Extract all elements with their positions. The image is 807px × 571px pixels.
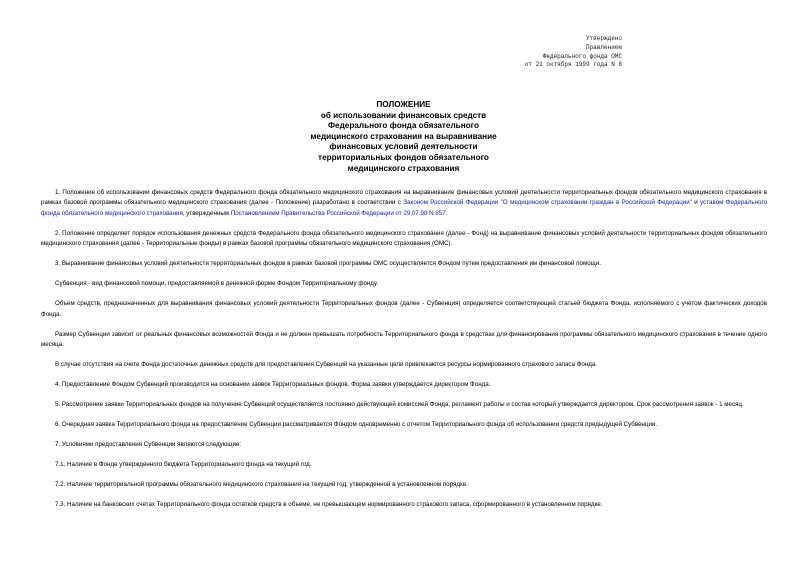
paragraph-text: , утвержденным xyxy=(182,209,231,217)
title-line: медицинского страхования на выравнивание xyxy=(310,131,497,141)
paragraph-text: 1. Положение об использовании финансовых средств Федерального фонда обязательного медицинского страхования на выравнивание финансовых условий деятельности территориальных фондов обязательного медицинского страхования в рамках базовой программы обязательного медицинского страхования (далее - Положение) разработано в соответствии с xyxy=(41,189,767,207)
approval-line: Федерального фонда ОМС xyxy=(542,52,622,60)
paragraph: 7.1. Наличие в Фонде утвержденного бюджета Территориального фонда на текущий год. xyxy=(55,461,312,469)
paragraph: Размер Субвенции зависит от реальных финансовых возможностей Фонда и не должен превышать потребность Территориального фонда в средствах для финансирования программы обязательного медицинского страхования в течение одного месяца. xyxy=(41,330,767,349)
approval-line: от 21 октября 1999 года N 8 xyxy=(524,61,622,69)
ffoms-charter-link[interactable]: уставом Федерального фонда обязательного медицинского страхования xyxy=(41,199,768,217)
title-line: медицинского страхования xyxy=(347,163,460,173)
approval-line: Правлением xyxy=(585,43,622,51)
title-line: финансовых условий деятельности xyxy=(329,142,478,152)
paragraph: 7. Условиями предоставления Субвенции являются следующие: xyxy=(55,441,242,449)
approval-stamp xyxy=(525,35,622,70)
title-line: об использовании финансовых средств xyxy=(320,110,487,120)
paragraph: В случае отсутствия на счете Фонда достаточных денежных средств для предоставления Субвенций на указанные цели привлекаются ресурсы нормированного страхового запаса Фонда. xyxy=(55,361,598,369)
paragraph: 3. Выравнивание финансовых условий деятельности территориальных фондов в рамках базовой программы ОМС осуществляется Фондом путем предоставления им финансовой помощи. xyxy=(55,260,601,268)
paragraph: 4. Предоставление Фондом Субвенций производится на основании заявок Территориальных фондов. Форма заявки утверждается директором Фонда. xyxy=(55,381,491,389)
paragraph: 5. Рассмотрение заявки Территориальных фондов на получение Субвенций осуществляется постоянно действующей комиссией Фонда, регламент работы и состав который утверждается директором. Срок рассмотрения заявок - 1 месяц. xyxy=(55,401,744,409)
title-line: территориальных фондов обязательного xyxy=(318,152,489,162)
document-title xyxy=(0,100,807,174)
paragraph-text: и xyxy=(691,199,701,207)
title-line: Федерального фонда обязательного xyxy=(328,121,479,131)
paragraph: 2. Положение определяет порядок использования денежных средств Федерального фонда обязательного медицинского страхования (далее - Фонд) на выравнивание финансовых условий деятельности территориальных фондов обязательного медицинского страхования (далее - Территориальные фонды) в рамках базовой программы обязательного медицинского страхования (ОМС). xyxy=(41,229,767,248)
title-line: ПОЛОЖЕНИЕ xyxy=(376,100,431,109)
law-on-medical-insurance-link[interactable]: Законом Российской Федерации "О медицинском страховании граждан в Российской Федерации" xyxy=(403,199,692,207)
paragraph-text: . xyxy=(445,209,448,217)
paragraph: 6. Очередная заявка Территориального фонда на предоставление Субвенции рассматривается Фондом одновременно с отчетом Территориального фонда об использовании средств предыдущей Субвенции. xyxy=(55,421,658,429)
paragraph xyxy=(41,188,767,219)
document-body xyxy=(41,188,767,520)
approval-line: Утверждено xyxy=(585,35,622,42)
paragraph: Субвенция - вид финансовой помощи, предоставляемой в денежной форме Фондом Территориальному фонду. xyxy=(55,280,379,288)
paragraph: Объем средств, предназначенных для выравнивания финансовых условий деятельности Территориальных фондов (далее - Субвенция) определяется соответствующей статьей бюджета Фонда, исполняемого с учетом фактических доходов Фонда. xyxy=(41,300,767,318)
government-decree-link[interactable]: Постановлением Правительства Российской Федерации от 29.07.98 N 857 xyxy=(230,209,446,217)
paragraph: 7.3. Наличие на банковских счетах Территориального фонда остатков средств в объеме, не превышающем нормированного страхового запаса, сформированного в установленном порядке. xyxy=(55,501,603,509)
paragraph: 7.2. Наличие территориальной программы обязательного медицинского страхования на текущий год, утвержденной в установленном порядке. xyxy=(55,481,468,489)
